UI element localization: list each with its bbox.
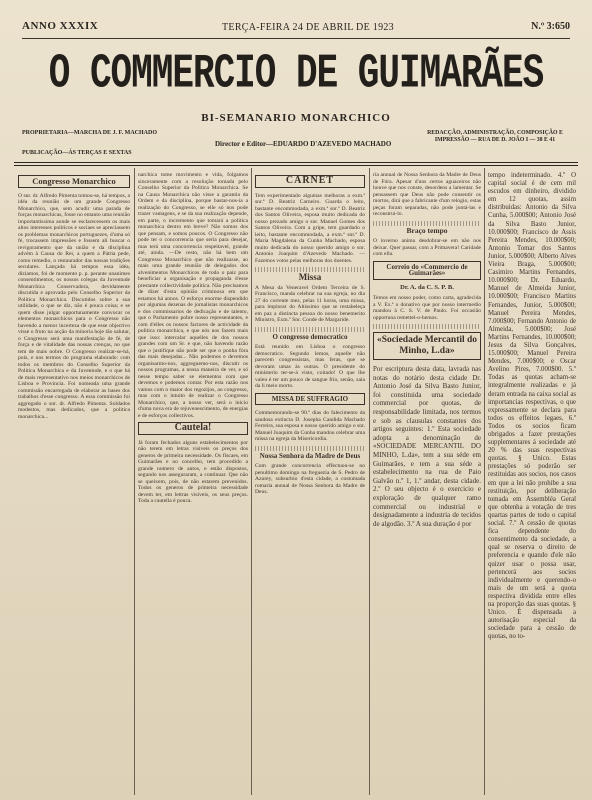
carnet-heading: CARNET <box>255 175 365 188</box>
section-separator <box>255 327 365 332</box>
congresso-heading: Congresso Monarchico <box>18 175 130 188</box>
issue-number: N.º 3:650 <box>531 21 570 32</box>
issue-date: TERÇA-FEIRA 24 DE ABRIL DE 1923 <box>222 22 394 33</box>
section-separator <box>373 221 481 226</box>
correio-article: Temos em nosso poder, como carta, agradecida a V. Ex.ª o donativo que por nosso intermedio mandou à C. S. V. de Paulo. Foi occasião opportuna remettel-o-hemos. <box>373 295 481 321</box>
suffragio-heading: MISSA DE SUFFRAGIO <box>255 393 365 406</box>
column-divider <box>251 168 252 795</box>
header-rule <box>14 162 578 163</box>
publication-line: PUBLICAÇÃO—ÁS TERÇAS E SEXTAS <box>22 150 132 156</box>
volume-label: ANNO XXXIX <box>22 20 99 32</box>
congresso-democratico-heading: O congresso democratico <box>272 332 348 341</box>
congresso-continuation: narchica tome movimento e vida, folgamos sinceramente com a resolução tomada pelo Conselho Superior da Politica Monarchica. Se na Causa Monarchica não visse a garantia da Ordem e da disciplina, porque bastar-nos-ia a realização do Congresso, se elle só nos pode trazer vantagens, e se da sua realização depende, em parte, o incremento que tomará a politica monarchica dentro em breve? Não somos dos que pensam, e somos poucos. O Congresso não pode ter o concorrencia que seria para desejar, mas terá uma concorrencia respeitavel, grande até, ainda. —De resto, não há bem um Congresso Monarchico que não realizasse, ao mais uma grande reunião de delegados dos alvenimentos Monarchicos de todo o paiz para beneficiar a organisação e propaganda d'esse prestante collectividade politica. Não precisamos de dizer d'esta opinião criminosa em que estamos há annos. O esforço enorme dispendido por algumas dezenas de jornalistas monarchicos e dos commissarios de dedicação e de talento, que o Parlamento pobre nosso representantes, e com d'elles os nossos factores de actividade da politica monarchica, e que nós nos fazem mais que isso: intercalar aquelles de dos nossos grandes com um Sr. e que, não havendo razão que o justifique não pode ser que o ponha fóra das mais desejadas... Não podemos e devemos organisarmo-nos, aggreguemo-nos, discutir os nossos programas, a nossa maneira de ver, e só nesse tempo saber se elementos com que devemos e podemos contar. Por esta razão nos vamos com o maior dos regozijos, ao congresso, mas com o intuito de realizar o Congresso Monarchico, que, a nosso ver, será o inicio d'uma nova era de rejuvenescimento, de energias e de esforços collectivos. <box>138 172 248 419</box>
top-line <box>22 18 570 39</box>
sociedade-article: Por escriptura desta data, lavrada nas notas do notário desta cidade Dr. Antonio José da Silva Basto Junior, foi constituida uma sociedade commercial por quotas, de responsabilidade limitada, nos termos e sob as clausulas constantes dos artigos seguintes: 1.º Esta sociedade adopta a denominação de «SOCIEDADE MERCANTIL DO MINHO, L.da», tem a sua séde em Guimarães, e tem a sua séde a estabelecimento na rua de Paio Galvão n.º 1, 1.º andar, desta cidade. 2.º O seu objecto é o exercicio e exploração de qualquer ramo commercial ou industrial e designadamente a industria de tecidos de algodão. 3.º A sua duração é por <box>373 365 481 528</box>
romaria-continuation: ria annual de Nossa Senhora da Madre de Deus de Fóra. Apesar d'uns certos aguaceiros não houve que nos conste, desordens a lamentar. Se pensassem que Deus não pode consentir os mortos, dirá que a fabricante d'um relogio, estas peças foram separadas, não pode juntá-las e reconstrui-lo. <box>373 172 481 217</box>
senhora-heading: Nossa Senhora da Madre de Deus <box>259 451 361 460</box>
missa-heading: Missa <box>298 272 322 282</box>
address-block: REDACÇÃO, ADMINISTRAÇÃO, COMPOSIÇÃO E IMPRESSÃO — RUA DE D. JOÃO I — 38 E 41 <box>427 130 563 143</box>
column-divider <box>134 168 135 795</box>
cautela-article: Já foram fechados alguns estabelecimentos por não terem em letras visiveis os preços dos generos de primeira necessidade. Os fiscaes, em Guimarães e no concelho, tem procedido a grande numero de autos, e estão dispostos, segundo nos asseguraram, a continuar. Que não se queixem, pois, de não estarem prevenidos. Todos os generos de primeira necessidade devem ter, em lettras visiveis, os seus preços. Toda a cautella é pouca. <box>138 439 248 504</box>
column-1 <box>18 172 130 794</box>
header-rule-double <box>14 165 578 166</box>
senhora-article: Com grande concorrencia effectuou-se no penultimo domingo na freguezia de S. Pedro de Azurey, subsurbio d'esta cidade, a costumada romaria annual de Nossa Senhora da Madre de Deus. <box>255 463 365 495</box>
cautela-heading: Cautela! <box>138 422 248 435</box>
column-2 <box>138 172 248 794</box>
congresso-article: O snr. dr. Alfredo Pimenta tomou-se, há tempos, a idéa da reunião de um grande Congresso Monarchico, que, sem acudir uma parada de forças monarchicas, fosse no entanto uma reunião importantissima aonde se esclarecessem os mais altos interesses politicos e sociaes se apreciassem os problemas monarchicos portuguezes, d'uma só fé, trocassem impressões e fossem ali buscar o revigoramento que da união e da disciplina advém à Causa do Rei, a quem a Pátria pede, como remedio, o restaurador das nossas tradições seculares. Lançada há tempos essa idéa, dizíamos, foi de momento p. p. perante unanimes consentimentos, os nossos colegas da Juventude Monarchica Conservadora, devidamente discutida e aprovada pelo Conselho Superior da Politica Monarchica. Discutidos sobre a sua utilidade, o que se diz, não é pouca coisa; e se quem disse julgar opportunamente convocar os elementos monarchicos para o Congresso não havendo a menor incerteza de que esse objectivo visse o fruto na acção da minoria hoje tão salutar, o Congresso será uma manifestação de fé, de força e de vitalidade das nossas crenças, no que tem de mais nobre. O Congresso realizar-se-há, pois, e nos termos do programa elaborado: com todos os membros do Conselho Superior da Politica Monarchica e da Juventude, e o que há de mais representativo nos meios monarchicos de Lisboa e Provincia. Foi nomeada uma grande commissão encarregada de elaborar as bases dos trabalhos d'esse congresso. A essa commissão foi aggregado o snr. dr. Alfredo Pimenta. Soldados modestos, mas dedicados, que a politica monarchica... <box>18 192 130 420</box>
proprietor-line: PROPRIETARIA—MARCHA DE J. F. MACHADO <box>22 130 157 136</box>
carnet-article: Tem experimentado algumas melhoras a exm.ª snr.ª D. Beatriz Carneiro. Guarda o leito, bastante encommodada, a exm.ª snr.ª D. Beatriz dos Santos Oliveira, esposa muito dedicada do nosso prezado amigo o snr. Manuel Gomes dos Santos Oliveira. Com a gripe, tem guardado o leito, bastante encommodada, a exm.ª snr.ª D. Maria Magdalena da Cunha Machado, esposa muito dedicada do nosso querido amigo o snr. Antonio Joaquim d'Azevedo Machado. —Fazemos votos pelas melhoras dos doentes. <box>255 192 365 264</box>
correio-recipient: Dr. A. da C. S. P. B. <box>400 283 454 291</box>
congresso-democratico-article: Está reunido em Lisboa o congresso democratico. Segundo lemos, aquelle não parecem congressistas, mas feras, que se devoram umas às outras. O presidente do ministerio ter-se-á visto, coitado! O que lhe valeu é ter um pouco de sangue frio, senão, saia da li meio morto. <box>255 344 365 389</box>
section-separator <box>255 267 365 272</box>
director-line: Director e Editor—EDUARDO D'AZEVEDO MACHADO <box>215 140 392 148</box>
section-separator <box>255 446 365 451</box>
masthead-title: O COMMERCIO DE GUIMARÃES <box>48 46 544 102</box>
column-5 <box>488 172 576 794</box>
column-divider <box>484 168 485 795</box>
missa-article: A Mesa da Veneravel Ordem Terceira de S. Francisco, manda celebrar na sua egreja, no dia 27 do corrente mez, pelas 11 horas, uma missa, para implorar do Altissimo que se restabeleça em paz a distincta pessoa do nosso benemerito Ministro, Exm.º Snr. Conde de Margaride. <box>255 284 365 323</box>
column-divider <box>369 168 370 795</box>
column-3 <box>255 172 365 794</box>
braco-tempo-article: O inverno anima desdobrar-se em não nos deixar. Quer passar, com a Primavera! Caridade com ella. <box>373 238 481 257</box>
sociedade-heading: «Sociedade Mercantil do Minho, L.da» <box>373 332 481 360</box>
braco-tempo-heading: Braço tempo <box>406 225 448 235</box>
column-4 <box>373 172 481 794</box>
masthead-subtitle: BI-SEMANARIO MONARCHICO <box>201 112 391 124</box>
section-separator <box>373 324 481 329</box>
suffragio-article: Commemorando-se 90.º dias do falecimento da saudosa extincta D. Josepha Candida Machado Ferreira, sua esposa e nosso querido amigo o snr. Manuel Joaquim da Cunha mandou celebrar uma missa na egreja da Misericordia. <box>255 410 365 442</box>
sociedade-continuation: tempo indeterminado. 4.º O capital social é de cem mil escudos em dinheiro, dividido em 12 quotas, assim distribuidas: Antonio da Silva Cunha, 5.000$00; Antonio José da Silva Basto Junior, 10.000$00; Francisco de Assis Pereira Mendes, 10.000$00; Antonio Tomar dos Santos Junior, 5.000$00; Alberto Alves Vieira Braga, 5.000$00; Casimiro Martins Fernandes, 10.000$00; Dr. Eduardo, Manuel de Almeida Junior, 10.000$00; Francisco Martins Fernandes, Junior, 5.000$00; Manuel Pereira Mendes, 7.000$00; Fernando Antonio de Almeida, 5.000$00; José Martins Fernandes, 10.000$00; Jesus da Silva Gonçalves, 15.000$00; Manuel Pereira Mendes, 7.000$00; e Oscar Avelino Pires, 7.000$00. 5.º Todas as quotas acham-se integralmente realizadas e já deram entrada na caixa social as importancias respectivas, o que expressamente se declara para todos os effeitos legaes. 6.º Todos os socios ficam obrigados a fazer prestações supplementares á sociedade até 20 % das suas respectivas quotas. § Unico. Estas prestações só poderão ser restituidas aos socios, nos casos em que a lei não prohibe a sua restituição, por deliberação tomada em Assembléa Geral que obtenha a votação de tres quartas partes de todo o capital social. 7.º A cessão de quotas fica dependente do consentimento da sociedade, a qual se reserva o direito de preferencia e quando d'ele não quizer usar o possa usar, pertencerá aos socios individualmente e querendo-o mais de um será a quota respectiva dividida entre elles na proporção das suas quotas. § Unico. É dispensada a autorisação especial da sociedade para a cessão de quotas, no to- <box>488 172 576 641</box>
correio-heading: Correio do «Commercio de Guimarães» <box>373 261 481 280</box>
